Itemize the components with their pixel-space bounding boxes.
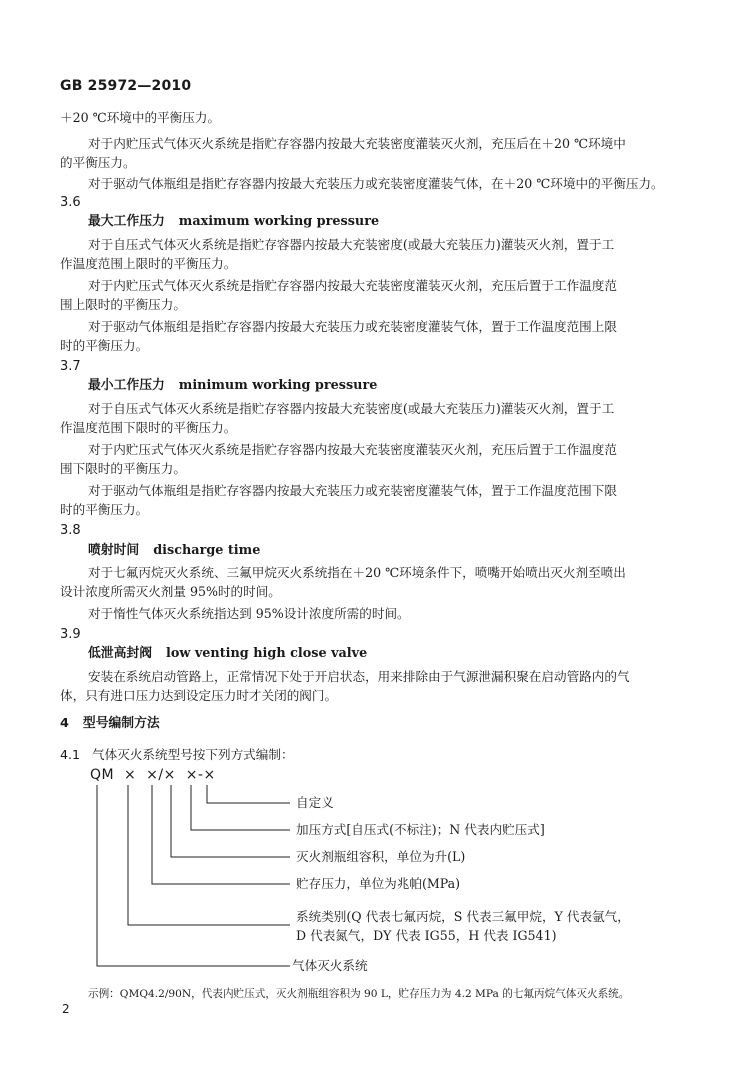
section-number: 3.6 xyxy=(60,195,81,210)
term-cn: 最大工作压力 xyxy=(88,214,165,229)
term-en: low venting high close valve xyxy=(165,646,368,661)
page-number: 2 xyxy=(62,1002,70,1016)
paragraph-line: 的平衡压力。 xyxy=(60,155,136,170)
term-cn: 低泄高封阀 xyxy=(88,646,152,661)
model-code: QM × ×/× ×-× xyxy=(90,767,216,783)
paragraph-line: 作温度范围下限时的平衡压力。 xyxy=(60,420,237,435)
section-4-number: 4 xyxy=(60,716,69,731)
code-label-pressurization: 加压方式[自压式(不标注)；N 代表内贮压式] xyxy=(296,822,545,837)
paragraph-line: 安装在系统启动管路上，正常情况下处于开启状态，用来排除由于气源泄漏积聚在启动管路内的气 xyxy=(88,669,630,684)
standard-code-header: GB 25972—2010 xyxy=(60,78,192,94)
section-4-1-text: 气体灭火系统型号按下列方式编制： xyxy=(92,747,294,762)
paragraph-line: 设计浓度所需灭火剂量 95%时的时间。 xyxy=(60,584,281,599)
term-en: minimum working pressure xyxy=(178,378,378,393)
paragraph-line: 对于惰性气体灭火系统指达到 95%设计浓度所需的时间。 xyxy=(88,606,410,621)
paragraph-line: 对于内贮压式气体灭火系统是指贮存容器内按最大充装密度灌装灭火剂，充压后在＋20 ℃环境中 xyxy=(88,136,626,151)
code-label-custom: 自定义 xyxy=(296,795,334,810)
section-4-1-number: 4.1 xyxy=(60,747,81,762)
section-4-title: 型号编制方法 xyxy=(82,716,160,731)
paragraph-line: 对于自压式气体灭火系统是指贮存容器内按最大充装密度(或最大充装压力)灌装灭火剂，置于工 xyxy=(88,237,615,252)
paragraph-line: 对于内贮压式气体灭火系统是指贮存容器内按最大充装密度灌装灭火剂，充压后置于工作温度范 xyxy=(88,442,617,457)
paragraph-line: 时的平衡压力。 xyxy=(60,338,149,353)
connector-line xyxy=(207,785,290,803)
code-label-system: 气体灭火系统 xyxy=(292,958,368,973)
paragraph-line: 对于内贮压式气体灭火系统是指贮存容器内按最大充装密度灌装灭火剂，充压后置于工作温度范 xyxy=(88,278,617,293)
connector-line xyxy=(171,785,290,857)
term-en: maximum working pressure xyxy=(178,214,380,229)
section-number: 3.9 xyxy=(60,627,81,642)
example-note: 示例：QMQ4.2/90N，代表内贮压式，灭火剂瓶组容积为 90 L，贮存压力为 4.2 MPa 的七氟丙烷气体灭火系统。 xyxy=(88,988,630,1000)
section-number: 3.7 xyxy=(60,359,81,374)
term-cn: 最小工作压力 xyxy=(88,378,165,393)
section-number: 3.8 xyxy=(60,523,81,538)
paragraph-line: 对于自压式气体灭火系统是指贮存容器内按最大充装密度(或最大充装压力)灌装灭火剂，置于工 xyxy=(88,401,615,416)
paragraph-line: 体，只有进口压力达到设定压力时才关闭的阀门。 xyxy=(60,688,338,703)
paragraph-line: 时的平衡压力。 xyxy=(60,502,149,517)
paragraph-line: 围下限时的平衡压力。 xyxy=(60,461,186,476)
connector-line xyxy=(97,785,290,966)
paragraph-line: 对于驱动气体瓶组是指贮存容器内按最大充装压力或充装密度灌装气体，置于工作温度范围上限 xyxy=(88,319,617,334)
code-label-category-cont: D 代表氮气，DY 代表 IG55，H 代表 IG541) xyxy=(296,928,557,943)
term-en: discharge time xyxy=(153,543,261,558)
paragraph-line: 作温度范围上限时的平衡压力。 xyxy=(60,256,237,271)
paragraph-line: 对于七氟丙烷灭火系统、三氟甲烷灭火系统指在＋20 ℃环境条件下，喷嘴开始喷出灭火剂至喷出 xyxy=(88,565,626,580)
connector-line xyxy=(191,785,290,830)
code-label-volume: 灭火剂瓶组容积，单位为升(L) xyxy=(296,849,466,864)
paragraph-line: 围上限时的平衡压力。 xyxy=(60,297,186,312)
term-cn: 喷射时间 xyxy=(88,543,140,558)
code-label-category: 系统类别(Q 代表七氟丙烷，S 代表三氟甲烷，Y 代表氩气， xyxy=(296,909,630,924)
paragraph-line: 对于驱动气体瓶组是指贮存容器内按最大充装压力或充装密度灌装气体，置于工作温度范围下限 xyxy=(88,483,617,498)
code-label-pressure: 贮存压力，单位为兆帕(MPa) xyxy=(296,876,461,891)
paragraph-line: 对于驱动气体瓶组是指贮存容器内按最大充装压力或充装密度灌装气体，在＋20 ℃环境中的平衡压力。 xyxy=(88,176,664,191)
connector-line xyxy=(152,785,290,884)
paragraph-line: ＋20 ℃环境中的平衡压力。 xyxy=(60,110,221,125)
